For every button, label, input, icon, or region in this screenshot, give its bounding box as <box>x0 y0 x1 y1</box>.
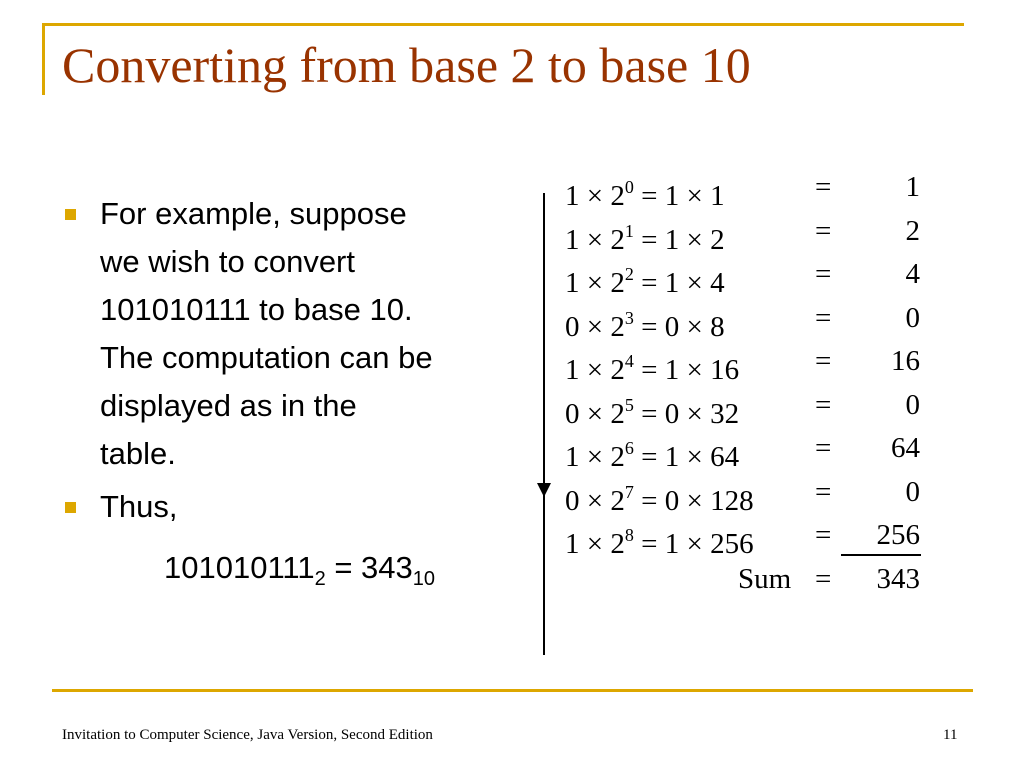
decimal-base-subscript: 10 <box>412 568 436 590</box>
row-term: × <box>686 484 703 517</box>
row-term: = <box>641 354 658 386</box>
row-term: 5 <box>624 394 634 415</box>
top-border-line <box>42 23 964 26</box>
row-term: × <box>686 310 703 343</box>
row-equals: = <box>815 214 832 247</box>
left-border-line <box>42 23 45 95</box>
bullet-item-example <box>62 190 532 478</box>
page-number: 11 <box>943 727 958 743</box>
row-value: 0 <box>905 388 920 421</box>
row-equals: = <box>815 171 832 203</box>
sum-row <box>528 558 940 601</box>
row-equals: = <box>815 519 832 551</box>
bottom-border-line <box>52 689 973 692</box>
row-term: 8 <box>624 525 634 545</box>
bullet-text-line: 101010111 to base 10. <box>100 292 413 327</box>
row-term: 1 <box>624 220 634 241</box>
sum-equals: = <box>815 562 832 595</box>
row-equals: = <box>815 301 832 334</box>
row-value: 64 <box>891 432 920 464</box>
row-term: = <box>641 528 658 560</box>
table-row <box>528 427 940 473</box>
row-term: 2 <box>610 397 625 430</box>
row-term: = <box>641 267 658 299</box>
row-term: × <box>686 267 703 299</box>
row-value: 4 <box>905 258 920 290</box>
table-row <box>528 253 940 299</box>
row-term: 1 <box>565 441 580 473</box>
row-term: 1 <box>664 267 680 299</box>
bullet-item-thus <box>62 483 532 531</box>
row-term: 1 <box>565 267 580 299</box>
bullet-text-line: table. <box>100 436 176 471</box>
row-term: × <box>686 441 703 473</box>
row-term: 2 <box>624 264 634 284</box>
row-term: × <box>586 267 604 299</box>
row-term: 0 <box>664 397 680 430</box>
row-term: = <box>641 397 658 430</box>
bullet-text-line: For example, suppose <box>100 196 407 231</box>
row-term: 0 <box>664 310 680 343</box>
row-term: × <box>686 528 703 560</box>
row-value: 256 <box>876 519 920 551</box>
row-term: 1 <box>565 354 580 386</box>
row-term: 6 <box>624 438 634 458</box>
bullet-list <box>62 190 532 531</box>
bullet-text-line: The computation can be <box>100 340 433 375</box>
bullet-text-line: we wish to convert <box>100 244 355 279</box>
equals-sign: = <box>325 550 362 585</box>
row-term: 128 <box>710 484 754 517</box>
row-term: 0 <box>565 310 580 343</box>
row-equals: = <box>815 475 832 508</box>
row-term: × <box>586 397 604 430</box>
row-equals: = <box>815 345 832 377</box>
row-value: 0 <box>905 475 920 508</box>
row-term: 2 <box>610 354 625 386</box>
row-value: 0 <box>905 301 920 334</box>
row-term: 1 <box>664 528 680 560</box>
row-term: 0 <box>565 484 580 517</box>
table-row <box>528 297 940 343</box>
row-term: 0 <box>624 177 634 197</box>
row-term: 2 <box>610 528 625 560</box>
row-term: = <box>641 441 658 473</box>
row-term: 1 <box>664 354 680 386</box>
row-term: × <box>586 484 604 517</box>
row-term: 256 <box>710 528 754 560</box>
square-bullet-icon <box>65 209 76 220</box>
table-row <box>528 471 940 517</box>
row-equals: = <box>815 388 832 421</box>
row-term: 1 <box>565 528 580 560</box>
decimal-number: 343 <box>361 550 413 585</box>
slide-title: Converting from base 2 to base 10 <box>62 37 751 93</box>
row-term: × <box>686 354 703 386</box>
table-row <box>528 210 940 256</box>
row-term: 8 <box>710 310 725 343</box>
row-term: 0 <box>565 397 580 430</box>
row-term: 64 <box>710 441 740 473</box>
footer-text: Invitation to Computer Science, Java Version, Second Edition <box>62 727 433 743</box>
row-value: 1 <box>905 171 920 203</box>
row-term: × <box>686 397 703 430</box>
row-term: × <box>686 180 703 212</box>
row-term: 0 <box>664 484 680 517</box>
row-term: 3 <box>624 307 634 328</box>
row-term: × <box>586 180 604 212</box>
row-term: = <box>641 223 658 256</box>
row-term: 2 <box>610 267 625 299</box>
row-term: × <box>586 441 604 473</box>
row-term: 4 <box>710 267 725 299</box>
bullet-text-line: Thus, <box>100 489 178 524</box>
row-term: × <box>586 310 604 343</box>
row-term: = <box>641 310 658 343</box>
row-term: 2 <box>610 180 625 212</box>
binary-base-subscript: 2 <box>314 568 326 590</box>
result-equation <box>164 544 435 603</box>
sum-value: 343 <box>876 562 920 595</box>
square-bullet-icon <box>65 502 76 513</box>
row-term: 1 <box>565 180 580 212</box>
table-row <box>528 384 940 430</box>
row-term: = <box>641 484 658 517</box>
table-row <box>528 166 940 212</box>
row-term: × <box>686 223 703 256</box>
row-term: 16 <box>710 354 740 386</box>
sum-underline <box>841 554 921 556</box>
binary-number: 101010111 <box>164 550 315 585</box>
row-term: 1 <box>565 223 580 256</box>
row-term: 2 <box>610 223 625 256</box>
row-term: 2 <box>710 223 725 256</box>
row-equals: = <box>815 258 832 290</box>
row-term: 7 <box>624 481 634 502</box>
row-term: × <box>586 528 604 560</box>
table-row <box>528 340 940 386</box>
row-term: × <box>586 223 604 256</box>
row-term: 1 <box>710 180 725 212</box>
row-term: 2 <box>610 310 625 343</box>
row-term: 4 <box>624 351 634 371</box>
row-term: 1 <box>664 180 680 212</box>
row-term: 32 <box>710 397 740 430</box>
row-term: 1 <box>664 223 680 256</box>
bullet-text-line: displayed as in the <box>100 388 357 423</box>
row-equals: = <box>815 432 832 464</box>
row-term: 2 <box>610 441 625 473</box>
conversion-table <box>528 160 940 600</box>
row-value: 2 <box>905 214 920 247</box>
row-term: 1 <box>664 441 680 473</box>
row-term: × <box>586 354 604 386</box>
row-term: = <box>641 180 658 212</box>
sum-label: Sum <box>738 562 792 595</box>
row-term: 2 <box>610 484 625 517</box>
row-value: 16 <box>891 345 920 377</box>
table-row <box>528 514 940 560</box>
